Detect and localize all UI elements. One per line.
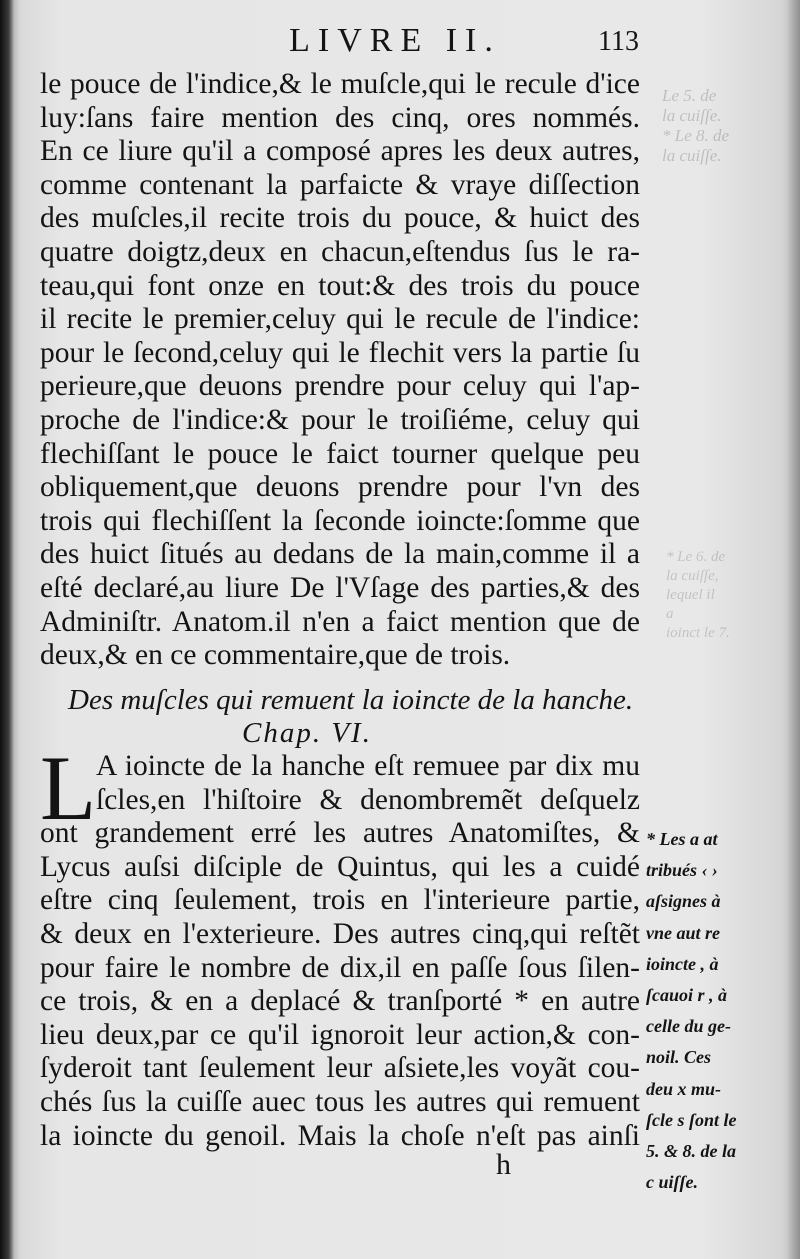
margin-note-line: * Les a at bbox=[646, 829, 718, 849]
faint-note-line: la cuiſſe. bbox=[662, 106, 722, 125]
margin-note-line: noil. Ces bbox=[646, 1047, 712, 1068]
text-line: En ce liure qu'il a composé apres les deux autres, bbox=[40, 135, 640, 168]
text-line: proche de l'indice:& pour le troiſiéme, celuy qui bbox=[40, 403, 640, 436]
text-line: Adminiſtr. Anatom.il n'en a faict mention que de bbox=[40, 605, 640, 638]
text-line: eſtre cinq ſeulement, trois en l'interieure partie, bbox=[40, 884, 640, 917]
margin-note-line: ſcle s ſont le bbox=[646, 1109, 737, 1130]
margin-note-line: 5. & 8. de la bbox=[646, 1140, 736, 1161]
text-line: obliquement,que deuons prendre pour l'vn des bbox=[40, 471, 640, 504]
text-line: A ioincte de la hanche eſt remuee par dix mu bbox=[96, 750, 640, 782]
margin-note-line: celle du ge- bbox=[646, 1016, 731, 1037]
text-line: chés ſus la cuiſſe auec tous les autres qui remuent bbox=[40, 1085, 640, 1118]
faint-note-line: lequel il bbox=[666, 587, 715, 603]
margin-note-line: ſcauoi r , à bbox=[646, 984, 727, 1005]
text-line: perieure,que deuons prendre pour celuy qui l'ap- bbox=[40, 370, 640, 403]
faint-note-line: Le 5. de bbox=[662, 86, 717, 105]
faint-note-line: a bbox=[666, 606, 674, 622]
text-line: des huict ſitués au dedans de la main,comme il a bbox=[40, 538, 640, 571]
text-line: ſcles,en l'hiſtoire & denombremẽt deſquelz bbox=[96, 783, 640, 816]
margin-note-line: deu x mu- bbox=[646, 1078, 722, 1099]
drop-capital: L bbox=[40, 737, 97, 839]
text-line: pour le ſecond,celuy qui le flechit vers la partie ſu bbox=[40, 336, 640, 369]
text-line: ſyderoit tant ſeulement leur aſsiete,les voyãt cou- bbox=[40, 1052, 640, 1085]
faint-note-line: la cuiſſe. bbox=[662, 146, 722, 165]
text-line: ont grandement erré les autres Anatomiſtes, & bbox=[40, 817, 640, 850]
text-line: luy:ſans faire mention des cinq, ores nommés. bbox=[40, 101, 640, 134]
section-title: Des muſcles qui remuent la ioincte de la hanche. bbox=[68, 684, 634, 716]
margin-note-line: vne aut re bbox=[646, 922, 720, 943]
text-line: & deux en l'exterieure. Des autres cinq,qui reſtẽt bbox=[40, 917, 640, 950]
binding-gutter bbox=[0, 0, 14, 1259]
running-title: LIVRE II. bbox=[289, 22, 501, 59]
text-line: trois qui flechiſſent la ſeconde ioincte:ſomme que bbox=[40, 504, 640, 537]
margin-notes bbox=[646, 824, 800, 1198]
chapter-paragraph bbox=[40, 737, 640, 1153]
margin-note-line: ioincte , à bbox=[646, 953, 719, 974]
text-line: ce trois, & en a deplacé & tranſporté * en autre bbox=[40, 985, 640, 1018]
margin-note-line: tribués ‹ › bbox=[646, 860, 718, 881]
margin-note-line: c uiſſe. bbox=[646, 1172, 698, 1193]
text-line: la ioincte du genoil. Mais la choſe n'eſt pas ainſi bbox=[40, 1119, 640, 1152]
faint-margin-notes-upper bbox=[662, 86, 797, 166]
faint-margin-notes-middle bbox=[666, 548, 796, 643]
text-line: des muſcles,il recite trois du pouce, & huict des bbox=[40, 202, 640, 235]
text-line: flechiſſant le pouce le faict tourner quelque peu bbox=[40, 437, 640, 470]
text-line: eſté declaré,au liure De l'Vſage des parties,& des bbox=[40, 571, 640, 604]
faint-note-line: ioinct le 7. bbox=[666, 625, 730, 641]
body-paragraph bbox=[40, 68, 640, 673]
faint-note-line: * Le 8. de bbox=[662, 126, 730, 145]
text-line: teau,qui font onze en tout:& des trois du pouce bbox=[40, 269, 640, 302]
page-number: 113 bbox=[598, 26, 639, 57]
text-line: quatre doigtz,deux en chacun,eſtendus ſus le ra- bbox=[40, 235, 640, 268]
signature-mark: h bbox=[496, 1148, 511, 1181]
margin-note-line: aſsignes à bbox=[646, 891, 721, 912]
chapter-label: Chap. VI. bbox=[242, 717, 372, 749]
faint-note-line: la cuiſſe, bbox=[666, 568, 719, 584]
text-line: le pouce de l'indice,& le muſcle,qui le recule d'ice bbox=[40, 68, 640, 100]
text-line: lieu deux,par ce qu'il ignoroit leur action,& con- bbox=[40, 1018, 640, 1051]
text-line: comme contenant la parfaicte & vraye diſſection bbox=[40, 168, 640, 201]
text-line: deux,& en ce commentaire,que de trois. bbox=[40, 639, 511, 672]
faint-note-line: * Le 6. de bbox=[666, 549, 726, 565]
text-line: il recite le premier,celuy qui le recule de l'indice: bbox=[40, 303, 640, 336]
text-line: Lycus auſsi diſciple de Quintus, qui les a cuidé bbox=[40, 850, 640, 883]
text-line: pour faire le nombre de dix,il en paſſe ſous ſilen- bbox=[40, 951, 640, 984]
